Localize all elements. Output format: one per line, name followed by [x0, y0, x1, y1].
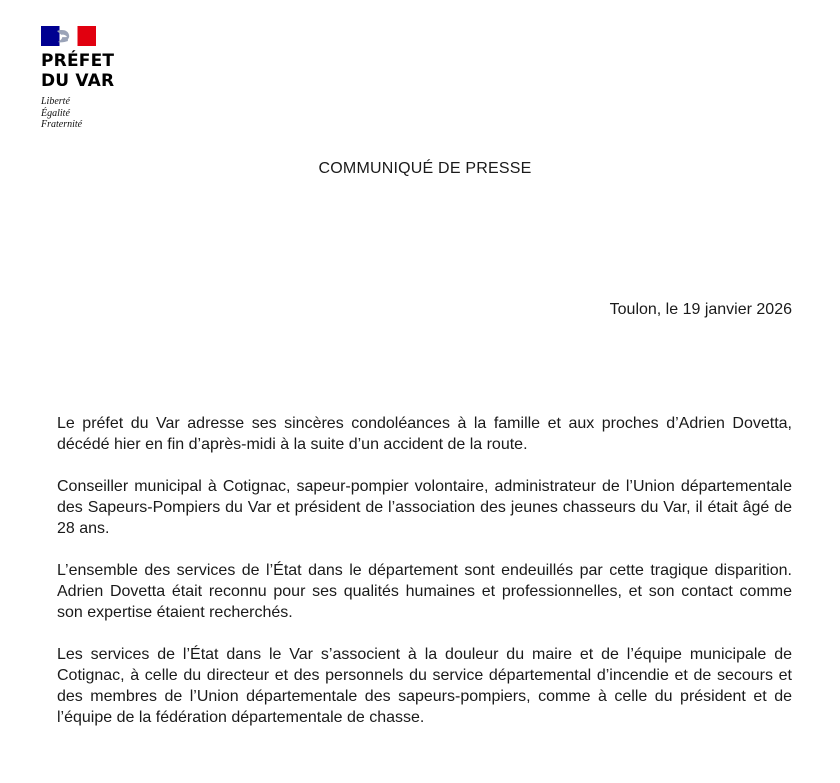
prefecture-name-line2: DU VAR — [41, 71, 115, 91]
prefecture-name-line1: PRÉFET — [41, 51, 115, 71]
paragraph-condolences: Le préfet du Var adresse ses sincères condoléances à la famille et aux proches d’Adrien Dovetta, décédé hier en fin d’après-midi à la suite d’un accident de la route. — [57, 415, 792, 453]
date-line: Toulon, le 19 janvier 2026 — [609, 301, 792, 318]
prefecture-logo — [41, 26, 181, 131]
document-body — [57, 413, 792, 749]
document-title: COMMUNIQUÉ DE PRESSE — [318, 160, 532, 177]
paragraph-services-mourning: L’ensemble des services de l’État dans le département sont endeuillés par cette tragique disparition. Adrien Dovetta était reconnu pour ses qualités humaines et professionnelles, et son contact comme son expertise étaient recherchés. — [57, 562, 792, 621]
republic-motto — [41, 96, 181, 131]
marianne-flag-icon — [41, 26, 96, 46]
paragraph-biography: Conseiller municipal à Cotignac, sapeur-pompier volontaire, administrateur de l’Union départementale des Sapeurs-Pompiers du Var et président de l’association des jeunes chasseurs du Var, il était âgé de 28 ans. — [57, 478, 792, 537]
motto-fraternite: Fraternité — [41, 119, 83, 130]
motto-egalite: Égalité — [41, 107, 70, 119]
paragraph-solidarity: Les services de l’État dans le Var s’associent à la douleur du maire et de l’équipe municipale de Cotignac, à celle du directeur et des personnels du service départemental d’incendie et de secours et des membres de l’Union départementale des sapeurs-pompiers, comme à celle du président et de l’équipe de la fédération départementale de chasse. — [57, 646, 792, 726]
motto-liberte: Liberté — [41, 96, 70, 107]
